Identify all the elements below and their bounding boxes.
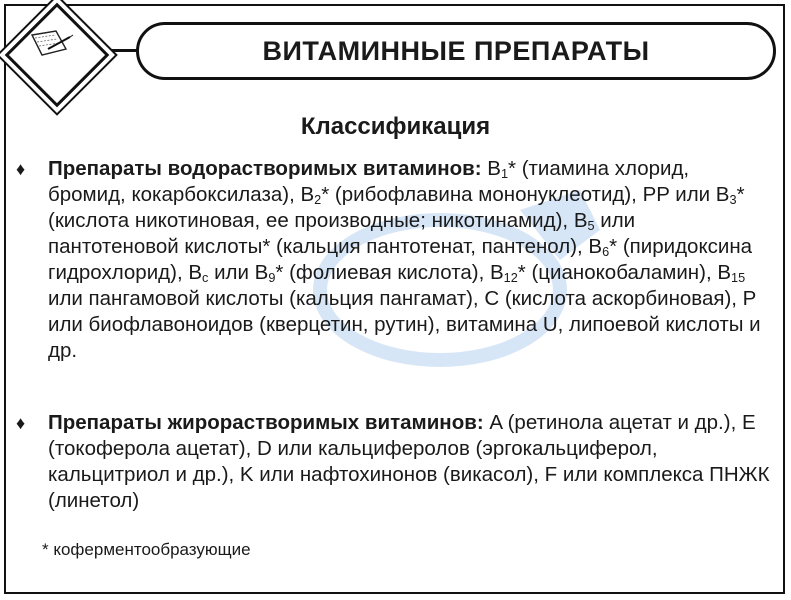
text-run: B (481, 157, 501, 180)
bullet-diamond-icon: ♦ (16, 159, 26, 179)
subscript: 12 (503, 270, 518, 286)
subscript: 9 (268, 270, 276, 286)
subscript: 3 (729, 192, 737, 208)
subscript: 5 (587, 218, 595, 234)
text-run: * (пиридоксина гидрохлорид), B (48, 235, 753, 284)
footnote: * коферментообразующие (42, 540, 251, 559)
subscript: 15 (731, 270, 746, 286)
text-run: * (тиамина хлорид, бромид, кокарбоксилаза), B (48, 157, 690, 206)
subscript: 1 (500, 166, 509, 182)
subscript: 2 (314, 192, 322, 208)
subscript: c (202, 270, 209, 286)
text-run: A (ретинола ацетат и др.), E (токоферола ацетат), D или кальциферолов (эргокальциферол, кальцитриол и др.), K или нафтохинонов (викасол), F или комплекса ПНЖК (линетол) (48, 411, 770, 512)
subscript: 6 (602, 244, 610, 260)
text-run: или пангамовой кислоты (кальция пангамат), C (кислота аскорбиновая), P или биофлавоноидов (кверцетин, рутин), витамина U, липоевой кислоты и др. (48, 287, 761, 362)
title-banner (136, 22, 776, 80)
text-run: * (рибофлавина мононуклеотид), PP или B (321, 183, 730, 206)
page-title: ВИТАМИННЫЕ ПРЕПАРАТЫ (262, 35, 650, 66)
text-run: * (кислота никотиновая, ее производные; никотинамид), B (48, 183, 745, 232)
pen-document-icon (26, 27, 76, 67)
bullet-diamond-icon: ♦ (16, 413, 26, 433)
text-run: или B (208, 261, 269, 284)
text-run: * (цианокобаламин), B (517, 261, 732, 284)
section-heading: Классификация (300, 113, 491, 140)
text-run: * (фолиевая кислота), B (275, 261, 504, 284)
fat-soluble-paragraph (16, 410, 770, 514)
text-run: или пантотеновой кислоты* (кальция пантотенат, пантенол), B (48, 209, 636, 258)
water-soluble-lead: Препараты водорастворимых витаминов: (48, 157, 482, 180)
fat-soluble-lead: Препараты жирорастворимых витаминов: (48, 411, 484, 434)
water-soluble-paragraph (16, 156, 770, 364)
diamond-logo (4, 2, 104, 102)
